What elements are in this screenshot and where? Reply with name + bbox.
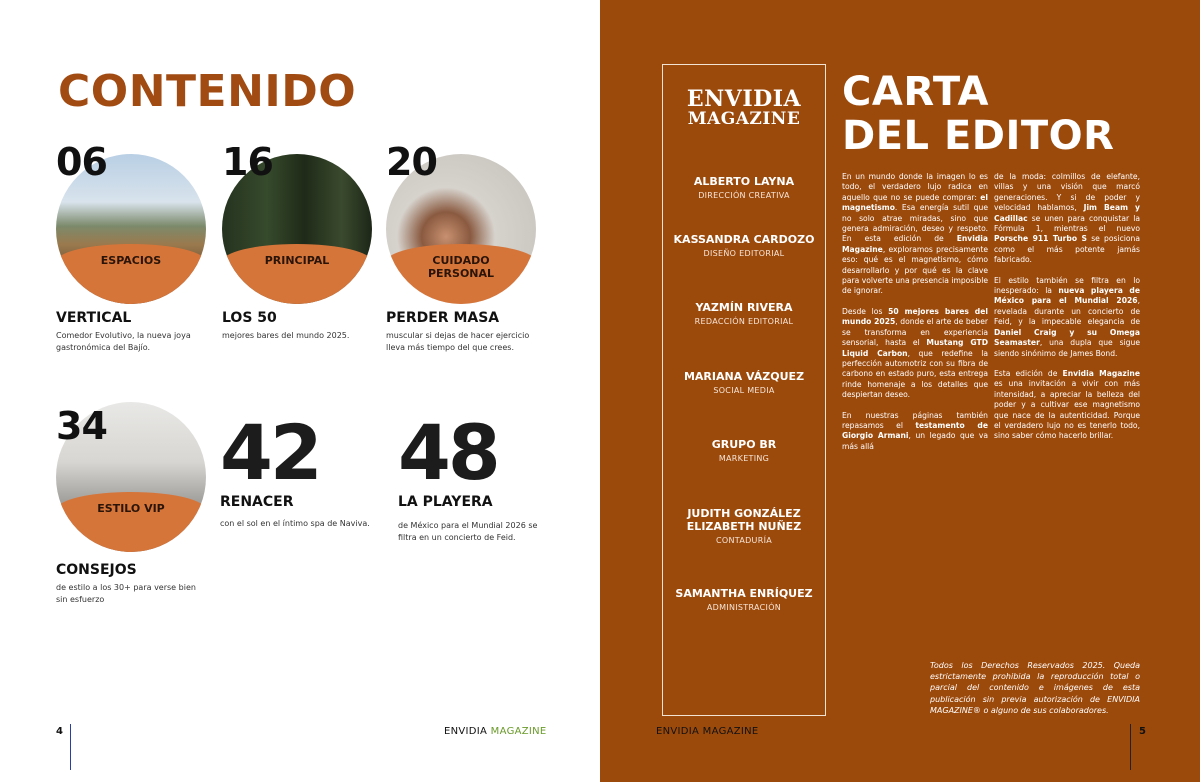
text: , revelada durante un concierto de Feid, y la impecable elegancia de (994, 296, 1140, 327)
bold-text: Envidia Magazine (1062, 368, 1140, 378)
staff-name: YAZMÍN RIVERA (695, 301, 793, 314)
item-description: muscular si dejas de hacer ejercicio lleva más tiempo del que crees. (386, 331, 530, 352)
text: El estilo también se filtra en lo inesperado: la (994, 275, 1140, 296)
logo-line2: MAGAZINE (687, 109, 801, 129)
page-number-label: 34 (56, 404, 107, 448)
item-description: de México para el Mundial 2026 se filtra en un concierto de Feid. (398, 521, 538, 542)
staff-name: SAMANTHA ENRÍQUEZ (675, 587, 813, 600)
bold-text: Jim Beam y Cadillac (994, 203, 1140, 223)
logo-line1: ENVIDIA (686, 86, 802, 112)
text: En nuestras páginas también repasamos el (842, 410, 988, 430)
cuidado-band (386, 244, 536, 304)
title-line2: DEL EDITOR (842, 113, 1115, 159)
footer-rule (1130, 724, 1131, 770)
contents-item-34[interactable] (56, 402, 216, 622)
item-heading: VERTICAL (56, 310, 132, 326)
text: , un legado que va más allá (842, 431, 988, 451)
bold-text: el magnetismo (842, 192, 988, 213)
text: se unen para conquistar la Fórmula 1, mientras el nuevo (994, 213, 1140, 234)
paragraph (994, 369, 1140, 442)
espacios-band (56, 244, 206, 304)
bold-text: nueva playera de México para el Mundial 2026 (994, 286, 1140, 306)
staff-role: DISEÑO EDITORIAL (703, 249, 785, 258)
staff-name: ALBERTO LAYNA (693, 175, 795, 188)
staff-role: REDACCIÓN EDITORIAL (694, 317, 794, 326)
footer-brand (444, 726, 547, 737)
envidia-logo (663, 86, 825, 129)
item-heading: RENACER (220, 494, 294, 510)
letter-column-1 (842, 172, 988, 462)
page-number-label: 06 (56, 140, 107, 184)
contents-item-42[interactable] (220, 402, 380, 542)
page-number-label: 20 (386, 140, 437, 184)
footer-rule (70, 724, 71, 770)
staff-role: MARKETING (718, 454, 770, 463)
estilo-vip-band (56, 492, 206, 552)
bold-text: 50 mejores bares del mundo 2025 (842, 306, 988, 327)
item-description: mejores bares del mundo 2025. (222, 331, 350, 340)
contents-item-16[interactable] (222, 140, 382, 360)
item-heading: PERDER MASA (386, 310, 500, 326)
bold-text: Envidia Magazine (842, 234, 988, 254)
item-description: de estilo a los 30+ para verse bien sin esfuerzo (56, 583, 196, 604)
staff-name: KASSANDRA CARDOZO (673, 233, 815, 246)
text: de la moda: colmillos de elefante, villas y una visión que marcó generaciones. Y si de poder y velocidad hablamos, (994, 172, 1140, 213)
item-heading: LOS 50 (222, 310, 277, 326)
page-number-label: 16 (222, 140, 273, 184)
page-number-label: 48 (398, 408, 498, 497)
right-page (600, 0, 1200, 782)
text: , donde el arte de beber se transforma en experiencia sensorial, hasta el (842, 317, 989, 348)
staff-yazmin (663, 301, 825, 327)
text: es una invitación a vivir con más intensidad, a apreciar la belleza del poder y a cultivar ese magnetismo que nace de la autenticidad. Porque el verdadero lujo no es tenerlo todo, sino saber cómo hacerlo brillar. (994, 379, 1140, 441)
footer-brand-accent: MAGAZINE (490, 726, 547, 737)
page-number: 4 (56, 726, 63, 737)
section-label: ESPACIOS (100, 254, 162, 267)
footer-brand-accent: MAGAZINE (702, 726, 759, 737)
staff-role: CONTADURÍA (715, 536, 772, 545)
text: . Esa energía sutil que no solo atrae miradas, sino que genera admiración, deseo y respeto. En esta edición de (842, 203, 988, 244)
text: En un mundo donde la imagen lo es todo, el verdadero lujo radica en aquello que no se puede comprar: (842, 172, 988, 202)
paragraph (994, 172, 1140, 266)
staff-judith-elizabeth (663, 507, 825, 546)
text: , que redefine la perfección automotriz con su fibra de carbono en estado puro, esta entrega rinde homenaje a los detalles que despiertan deseo. (842, 348, 988, 400)
section-label: CUIDADO PERSONAL (427, 254, 495, 280)
item-heading: LA PLAYERA (398, 494, 493, 510)
staff-alberto (663, 175, 825, 201)
bold-text: Daniel Craig y su Omega Seamaster (994, 327, 1140, 348)
title-line1: CARTA (842, 69, 989, 115)
staff-name: GRUPO BR (711, 438, 777, 451)
item-description: Comedor Evolutivo, la nueva joya gastronómica del Bajío. (56, 331, 191, 352)
paragraph (842, 307, 988, 401)
staff-role: ADMINISTRACIÓN (706, 603, 782, 612)
masthead-box (662, 64, 826, 716)
item-heading: CONSEJOS (56, 562, 137, 578)
contents-item-48[interactable] (398, 402, 548, 552)
staff-name: JUDITH GONZÁLEZ ELIZABETH NUÑEZ (686, 507, 802, 533)
copyright-notice: Todos los Derechos Reservados 2025. Queda estrictamente prohibida la reproducción total o parcial del contenido e imágenes de esta publicación sin previa autorización de ENVIDIA MAGAZINE® o alguno de sus colaboradores. (930, 661, 1140, 715)
text: se posiciona como el más potente jamás fabricado. (994, 234, 1140, 265)
section-label: PRINCIPAL (264, 254, 330, 267)
staff-role: DIRECCIÓN CREATIVA (698, 191, 790, 200)
staff-name: MARIANA VÁZQUEZ (683, 370, 805, 383)
staff-role: SOCIAL MEDIA (713, 386, 775, 395)
bold-text: testamento de Giorgio Armani (842, 420, 988, 441)
footer-brand (656, 726, 759, 737)
paragraph (842, 411, 988, 453)
text: , exploramos precisamente eso: qué es el magnetismo, cómo desarrollarlo y por qué es la clave para volverte una presencia imposible de ignorar. (842, 244, 988, 296)
bold-text: Mustang GTD Liquid Carbon (842, 338, 989, 358)
item-description: con el sol en el íntimo spa de Naviva. (220, 519, 370, 528)
staff-kassandra (663, 233, 825, 259)
section-label: ESTILO VIP (97, 502, 165, 515)
contents-title: CONTENIDO (58, 66, 357, 117)
letter-column-2 (994, 172, 1140, 452)
paragraph (994, 276, 1140, 359)
footer-brand-name: ENVIDIA (444, 726, 488, 737)
staff-samantha (663, 587, 825, 613)
paragraph (842, 172, 988, 297)
text: Esta edición de (994, 368, 1063, 378)
editor-letter-title (842, 70, 1114, 158)
footer-brand-name: ENVIDIA (656, 726, 700, 737)
text: Desde los (842, 306, 889, 316)
contents-item-20[interactable] (386, 140, 556, 360)
page-number-label: 42 (220, 408, 320, 497)
principal-band (222, 244, 372, 304)
contents-item-06[interactable] (56, 140, 216, 360)
bold-text: Porsche 911 Turbo S (994, 234, 1087, 244)
page-number: 5 (1139, 726, 1146, 737)
staff-grupo-br (663, 438, 825, 464)
text: , una dupla que sigue siendo sinónimo de James Bond. (994, 338, 1140, 358)
staff-mariana (663, 370, 825, 396)
